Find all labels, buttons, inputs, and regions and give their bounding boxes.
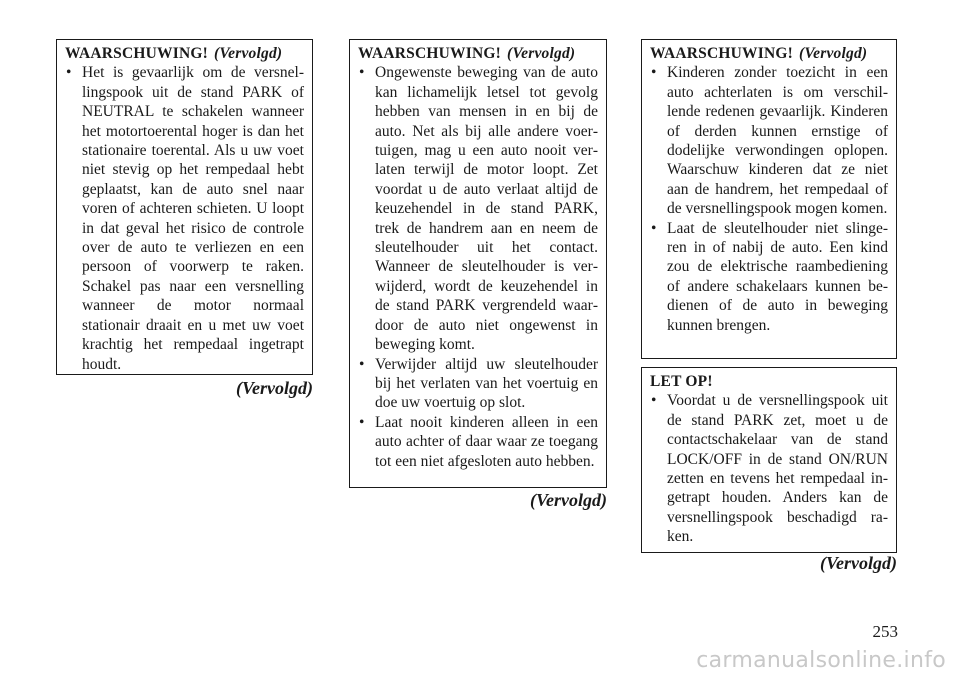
warning-title: WAARSCHUWING! (358, 45, 501, 62)
page-number: 253 (872, 622, 898, 641)
warning-heading (358, 44, 598, 63)
warning-item: • Ongewenste beweging van de auto kan lichamelijk letsel tot gevolg hebben van mensen in en bij de auto. Net als bij alle andere voertuigen, mag u een auto nooit verlaten terwijl de motor loopt. Zet voordat u de auto verlaat altijd de keuzehendel in de stand PARK, trek de handrem aan en neem de sleutelhouder uit het contact. Wanneer de sleutelhouder is verwijderd, wordt de keuzehendel in de stand PARK vergrendeld waardoor de auto niet ongewenst in beweging komt. (358, 63, 598, 354)
warning-box-col1 (56, 39, 313, 375)
warning-list (358, 63, 598, 471)
warning-item: • Het is gevaarlijk om de versnellingspook uit de stand PARK of NEUTRAL te schakelen wanneer het motortoerental hoger is dan het stationaire toerental. Als u uw voet niet stevig op het rempedaal hebt geplaatst, kan de auto snel naar voren of achteren schieten. U loopt in dat geval het risico de controle over de auto te verliezen en een persoon of voorwerp te raken. Schakel pas naar een versnelling wanneer de motor normaal stationair draait en u met uw voet krachtig het rempedaal ingetrapt houdt. (65, 63, 304, 374)
caution-heading: LET OP! (650, 373, 713, 390)
warning-title: WAARSCHUWING! (650, 45, 793, 62)
warning-continued-label: (Vervolgd) (798, 45, 868, 62)
continued-footer: (Vervolgd) (820, 553, 897, 573)
warning-box-col2 (349, 39, 607, 488)
caution-box-col3 (641, 367, 897, 553)
watermark-text: carmanualsonline.info (696, 648, 946, 673)
warning-heading (650, 44, 888, 63)
warning-item: • Kinderen zonder toezicht in een auto achterlaten is om verschillende redenen gevaarlijk. Kinderen of derden kunnen ernstige of dodelijke verwondingen oplopen. Waarschuw kinderen dat ze niet aan de handrem, het rempedaal of de versnellingspook mogen komen. (650, 63, 888, 218)
warning-title: WAARSCHUWING! (65, 45, 208, 62)
warning-box-col3 (641, 39, 897, 359)
warning-heading (65, 44, 304, 63)
warning-list (65, 63, 304, 374)
warning-item: • Laat de sleutelhouder niet slingeren in of nabij de auto. Een kind zou de elektrische raambediening of andere schakelaars kunnen bedienen of de auto in beweging kunnen brengen. (650, 219, 888, 335)
continued-footer: (Vervolgd) (530, 490, 607, 510)
warning-item: • Verwijder altijd uw sleutelhouder bij het verlaten van het voertuig en doe uw voertuig op slot. (358, 355, 598, 413)
warning-item: • Laat nooit kinderen alleen in een auto achter of daar waar ze toegang tot een niet afgesloten auto hebben. (358, 413, 598, 471)
warning-continued-label: (Vervolgd) (506, 45, 576, 62)
caution-list (650, 391, 888, 546)
warning-continued-label: (Vervolgd) (213, 45, 283, 62)
continued-footer: (Vervolgd) (236, 378, 313, 398)
caution-item: • Voordat u de versnellingspook uit de stand PARK zet, moet u de contactschakelaar van de stand LOCK/OFF in de stand ON/RUN zetten en tevens het rempedaal ingetrapt houden. Anders kan de versnellingspook beschadigd raken. (650, 391, 888, 546)
warning-list (650, 63, 888, 335)
